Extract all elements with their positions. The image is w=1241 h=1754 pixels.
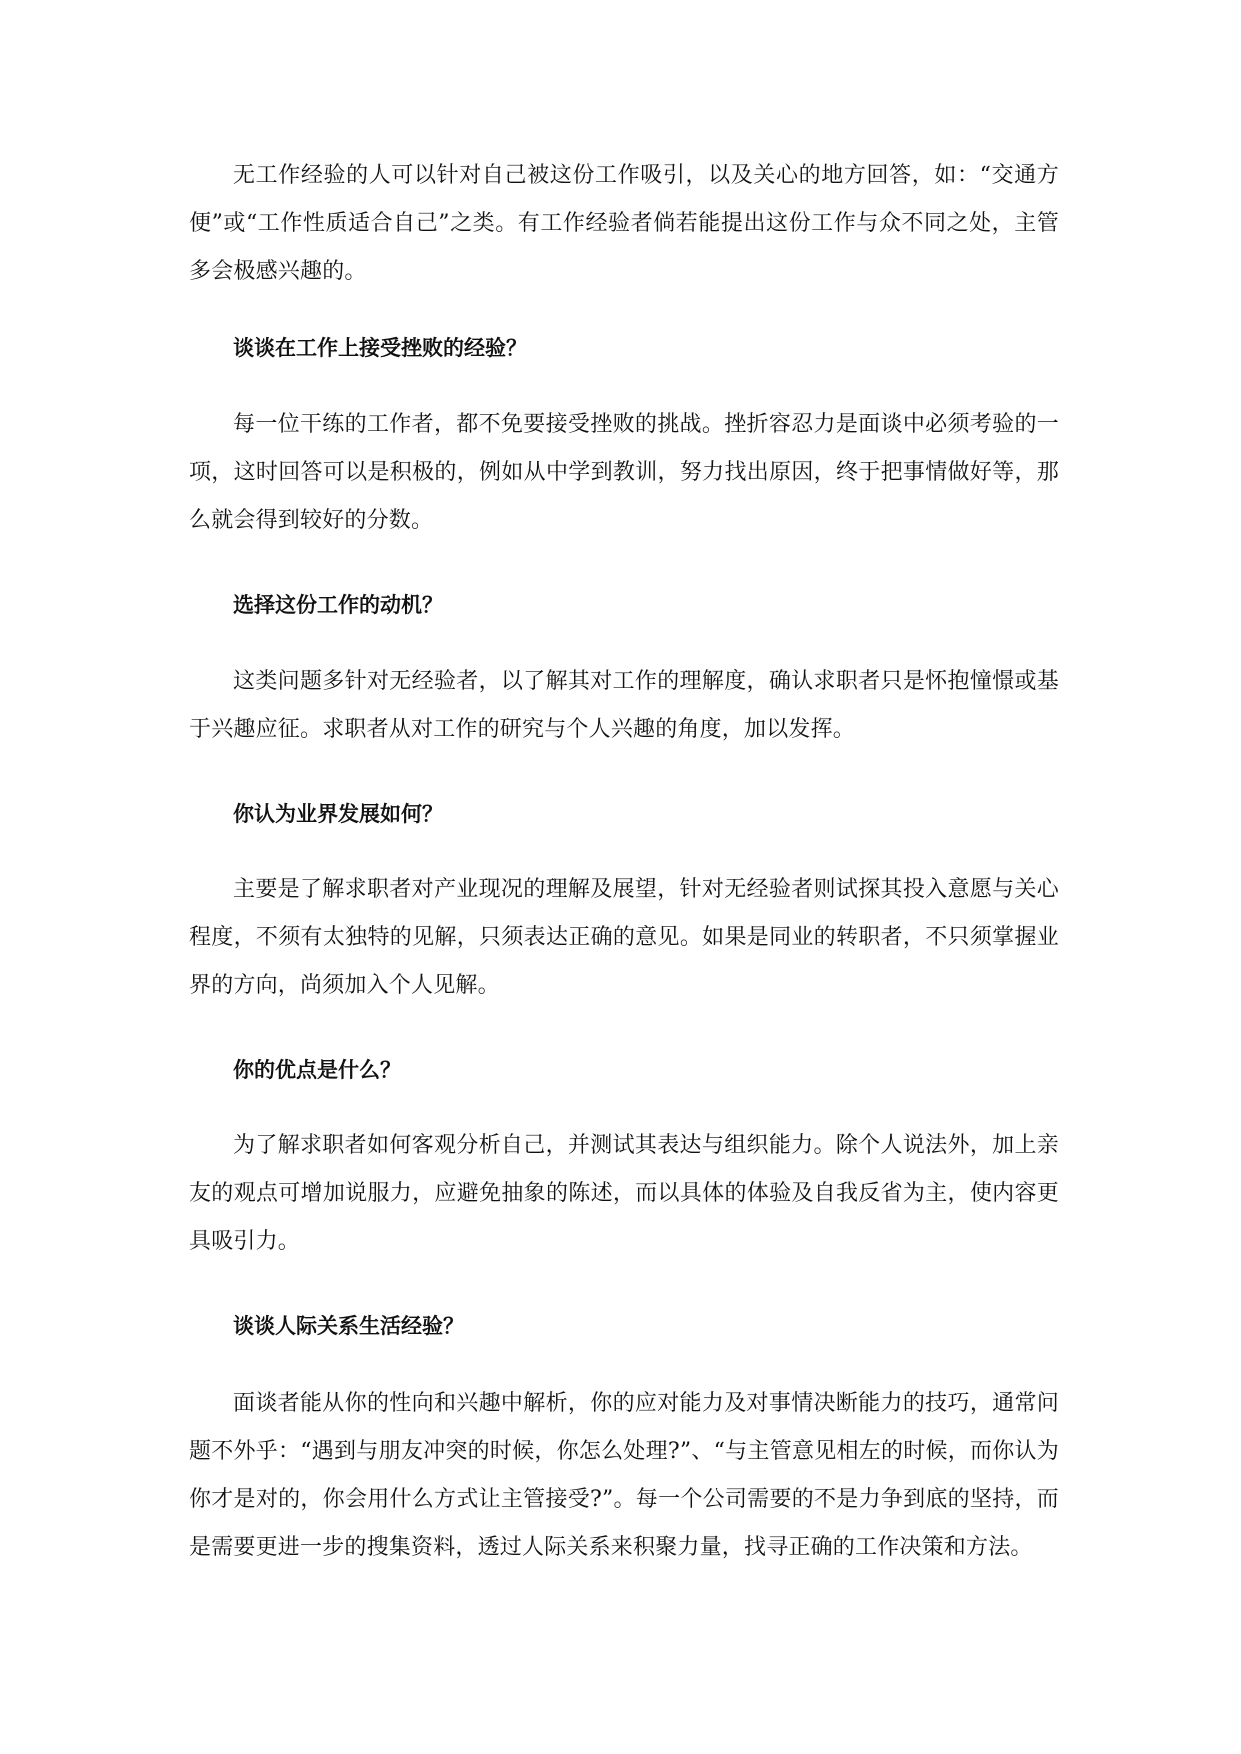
question-heading-industry-outlook: 你认为业界发展如何？: [233, 802, 443, 826]
paragraph-industry-answer: 主要是了解求职者对产业现况的理解及展望，针对无经验者则试探其投入意愿与关心程度，不须有太独特的见解，只须表达正确的意见。如果是同业的转职者，不只须掌握业界的方向，尚须加入个人见解。: [189, 877, 1059, 998]
question-heading-strengths: 你的优点是什么？: [233, 1058, 401, 1082]
paragraph-interpersonal-answer: 面谈者能从你的性向和兴趣中解析，你的应对能力及对事情决断能力的技巧，通常问题不外乎：“遇到与朋友冲突的时候，你怎么处理?”、“与主管意见相左的时候，而你认为你才是对的，你会用什么方式让主管接受?”。每一个公司需要的不是力争到底的坚持，而是需要更进一步的搜集资料，透过人际关系来积聚力量，找寻正确的工作决策和方法。: [189, 1391, 1059, 1560]
question-heading-job-motivation: 选择这份工作的动机？: [233, 593, 443, 617]
paragraph-motivation-answer: 这类问题多针对无经验者，以了解其对工作的理解度，确认求职者只是怀抱憧憬或基于兴趣应征。求职者从对工作的研究与个人兴趣的角度，加以发挥。: [189, 669, 1059, 742]
paragraph-setback-answer: 每一位干练的工作者，都不免要接受挫败的挑战。挫折容忍力是面谈中必须考验的一项，这时回答可以是积极的，例如从中学到教训，努力找出原因，终于把事情做好等，那么就会得到较好的分数。: [189, 412, 1059, 533]
paragraph-strengths-answer: 为了解求职者如何客观分析自己，并测试其表达与组织能力。除个人说法外，加上亲友的观点可增加说服力，应避免抽象的陈述，而以具体的体验及自我反省为主，使内容更具吸引力。: [189, 1133, 1059, 1254]
question-heading-setback-experience: 谈谈在工作上接受挫败的经验？: [233, 336, 527, 360]
question-heading-interpersonal-experience: 谈谈人际关系生活经验？: [233, 1314, 464, 1338]
paragraph-no-experience-answer: 无工作经验的人可以针对自己被这份工作吸引，以及关心的地方回答，如：“交通方便”或“工作性质适合自己”之类。有工作经验者倘若能提出这份工作与众不同之处，主管多会极感兴趣的。: [189, 163, 1059, 284]
